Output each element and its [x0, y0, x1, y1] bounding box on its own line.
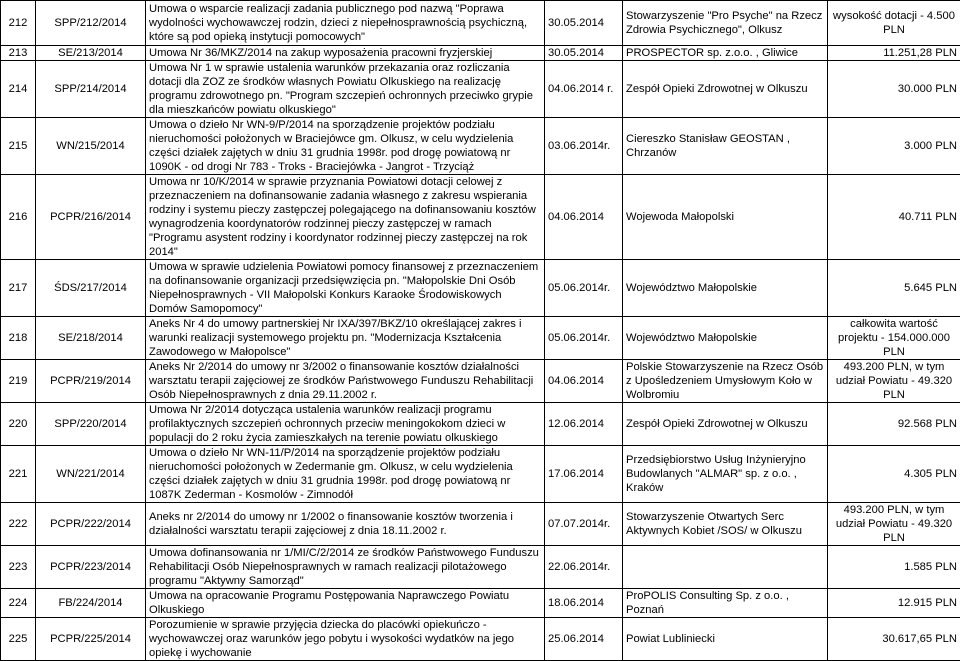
agreement-number: PCPR/216/2014: [36, 175, 146, 260]
contract-party: Wojewoda Małopolski: [623, 175, 828, 260]
row-number: 219: [1, 360, 36, 403]
contract-amount: 92.568 PLN: [828, 403, 960, 446]
contract-party: [623, 546, 828, 589]
contract-amount: 1.585 PLN: [828, 546, 960, 589]
agreement-subject: Umowa Nr 1 w sprawie ustalenia warunków przekazania oraz rozliczania dotacji dla ZOZ ze środków własnych Powiatu Olkuskiego na realizację programu zdrowotnego pn. "Program szczepień ochronnych przeciwko grypie dla mieszkańców powiatu olkuskiego": [146, 61, 545, 118]
contract-amount: 30.000 PLN: [828, 61, 960, 118]
contract-amount: 4.305 PLN: [828, 446, 960, 503]
row-number: 220: [1, 403, 36, 446]
agreement-number: ŚDS/217/2014: [36, 260, 146, 317]
agreement-number: FB/224/2014: [36, 589, 146, 618]
table-row: [1, 403, 960, 446]
contract-amount: 493.200 PLN, w tym udział Powiatu - 49.320 PLN: [828, 503, 960, 546]
agreement-number: WN/215/2014: [36, 118, 146, 175]
agreement-subject: Umowa dofinansowania nr 1/MI/C/2/2014 ze środków Państwowego Funduszu Rehabilitacji Osób Niepełnosprawnych w ramach realizacji pilotażowego programu "Aktywny Samorząd": [146, 546, 545, 589]
row-number: 222: [1, 503, 36, 546]
agreement-subject: Umowa w sprawie udzielenia Powiatowi pomocy finansowej z przeznaczeniem na dofinansowanie organizacji przedsięwzięcia pn. "Małopolskie Dni Osób Niepełnosprawnych - VII Małopolski Konkurs Karaoke Środowiskowych Domów Samopomocy": [146, 260, 545, 317]
contract-party: Powiat Lubliniecki: [623, 618, 828, 661]
contract-amount: 5.645 PLN: [828, 260, 960, 317]
agreement-number: PCPR/222/2014: [36, 503, 146, 546]
agreement-date: 18.06.2014: [545, 589, 623, 618]
table-row: [1, 360, 960, 403]
contract-amount: wysokość dotacji - 4.500 PLN: [828, 1, 960, 46]
agreement-number: PCPR/225/2014: [36, 618, 146, 661]
row-number: 224: [1, 589, 36, 618]
contract-party: Zespół Opieki Zdrowotnej w Olkuszu: [623, 61, 828, 118]
contract-party: Zespół Opieki Zdrowotnej w Olkuszu: [623, 403, 828, 446]
row-number: 221: [1, 446, 36, 503]
agreement-date: 03.06.2014r.: [545, 118, 623, 175]
table-row: [1, 618, 960, 661]
agreement-date: 12.06.2014: [545, 403, 623, 446]
agreement-number: WN/221/2014: [36, 446, 146, 503]
contract-amount: 40.711 PLN: [828, 175, 960, 260]
table-row: [1, 503, 960, 546]
agreement-number: SPP/212/2014: [36, 1, 146, 46]
agreement-date: 05.06.2014r.: [545, 317, 623, 360]
agreement-subject: Aneks Nr 2/2014 do umowy nr 3/2002 o finansowanie kosztów działalności warsztatu terapii zajęciowej ze środków Państwowego Funduszu Rehabilitacji Osób Niepełnosprawnych z dnia 29.11.2002 r.: [146, 360, 545, 403]
table-row: [1, 118, 960, 175]
contract-party: Stowarzyszenie "Pro Psyche" na Rzecz Zdrowia Psychicznego", Olkusz: [623, 1, 828, 46]
contract-party: ProPOLIS Consulting Sp. z o.o. , Poznań: [623, 589, 828, 618]
contract-party: PROSPECTOR sp. z.o.o. , Gliwice: [623, 46, 828, 61]
table-row: [1, 46, 960, 61]
row-number: 215: [1, 118, 36, 175]
agreement-number: PCPR/223/2014: [36, 546, 146, 589]
table-row: [1, 546, 960, 589]
contract-party: Przedsiębiorstwo Usług Inżynieryjno Budowlanych "ALMAR" sp. z o.o. , Kraków: [623, 446, 828, 503]
agreement-date: 25.06.2014: [545, 618, 623, 661]
contract-amount: 12.915 PLN: [828, 589, 960, 618]
agreement-date: 17.06.2014: [545, 446, 623, 503]
agreement-subject: Umowa Nr 36/MKZ/2014 na zakup wyposażenia pracowni fryzjerskiej: [146, 46, 545, 61]
row-number: 218: [1, 317, 36, 360]
agreement-date: 07.07.2014r.: [545, 503, 623, 546]
agreement-subject: Aneks Nr 4 do umowy partnerskiej Nr IXA/397/BKZ/10 określającej zakres i warunki realizacji systemowego projektu pn. "Modernizacja Kształcenia Zawodowego w Małopolsce": [146, 317, 545, 360]
row-number: 212: [1, 1, 36, 46]
table-row: [1, 1, 960, 46]
agreement-date: 30.05.2014: [545, 46, 623, 61]
table-row: [1, 446, 960, 503]
agreement-subject: Umowa o dzieło Nr WN-11/P/2014 na sporządzenie projektów podziału nieruchomości położonych w Zedermanie gm. Olkusz, w celu wydzielenia części działek zajętych w dniu 31 grudnia 1998r. pod drogę powiatową nr 1087K Zederman - Kosmolów - Zimnodół: [146, 446, 545, 503]
row-number: 217: [1, 260, 36, 317]
agreement-subject: Aneks nr 2/2014 do umowy nr 1/2002 o finansowanie kosztów tworzenia i działalności warsztatu terapii zajęciowej z dnia 18.11.2002 r.: [146, 503, 545, 546]
agreement-subject: Umowa nr 10/K/2014 w sprawie przyznania Powiatowi dotacji celowej z przeznaczeniem na dofinansowanie zadania własnego z zakresu wspierania rodziny i systemu pieczy zastępczej polegającego na dofinansowaniu kosztów wynagrodzenia koordynatorów rodzinnej pieczy zastępczej w ramach "Programu asystent rodziny i koordynator rodzinnej pieczy zastępczej na rok 2014": [146, 175, 545, 260]
agreement-subject: Umowa Nr 2/2014 dotycząca ustalenia warunków realizacji programu profilaktycznych szczepień ochronnych przeciw meningokokom dzieci w populacji do 2 roku życia zamieszkałych na terenie powiatu olkuskiego: [146, 403, 545, 446]
contract-party: Województwo Małopolskie: [623, 260, 828, 317]
table-row: [1, 589, 960, 618]
agreement-date: 04.06.2014: [545, 175, 623, 260]
agreement-date: 04.06.2014 r.: [545, 61, 623, 118]
table-row: [1, 175, 960, 260]
contract-amount: całkowita wartość projektu - 154.000.000 PLN: [828, 317, 960, 360]
table-row: [1, 260, 960, 317]
row-number: 225: [1, 618, 36, 661]
table-row: [1, 61, 960, 118]
agreement-subject: Umowa o dzieło Nr WN-9/P/2014 na sporządzenie projektów podziału nieruchomości położonych w Braciejówce gm. Olkusz, w celu wydzielenia części działek zajętych w dniu 31 grudnia 1998r. pod drogę powiatową nr 1090K - od drogi Nr 783 - Troks - Braciejówka - Jangrot - Trzyciąż: [146, 118, 545, 175]
row-number: 214: [1, 61, 36, 118]
contract-party: Województwo Małopolskie: [623, 317, 828, 360]
agreement-number: SE/213/2014: [36, 46, 146, 61]
contract-amount: 11.251,28 PLN: [828, 46, 960, 61]
contract-amount: 3.000 PLN: [828, 118, 960, 175]
agreement-number: SE/218/2014: [36, 317, 146, 360]
agreement-subject: Umowa na opracowanie Programu Postępowania Naprawczego Powiatu Olkuskiego: [146, 589, 545, 618]
agreement-date: 30.05.2014: [545, 1, 623, 46]
agreement-subject: Porozumienie w sprawie przyjęcia dziecka do placówki opiekuńczo - wychowawczej oraz warunków jego pobytu i wysokości wydatków na jego opiekę i wychowanie: [146, 618, 545, 661]
table-row: [1, 317, 960, 360]
row-number: 223: [1, 546, 36, 589]
agreement-number: SPP/214/2014: [36, 61, 146, 118]
row-number: 213: [1, 46, 36, 61]
contract-amount: 493.200 PLN, w tym udział Powiatu - 49.320 PLN: [828, 360, 960, 403]
agreement-date: 22.06.2014r.: [545, 546, 623, 589]
contract-party: Polskie Stowarzyszenie na Rzecz Osób z Upośledzeniem Umysłowym Koło w Wolbromiu: [623, 360, 828, 403]
contract-amount: 30.617,65 PLN: [828, 618, 960, 661]
contract-party: Ciereszko Stanisław GEOSTAN , Chrzanów: [623, 118, 828, 175]
row-number: 216: [1, 175, 36, 260]
agreement-date: 05.06.2014r.: [545, 260, 623, 317]
agreement-number: PCPR/219/2014: [36, 360, 146, 403]
agreement-subject: Umowa o wsparcie realizacji zadania publicznego pod nazwą "Poprawa wydolności wychowawczej rodzin, dzieci z niepełnosprawnością psychiczną, które są pod opieką instytucji pomocowych": [146, 1, 545, 46]
agreement-number: SPP/220/2014: [36, 403, 146, 446]
agreement-date: 04.06.2014: [545, 360, 623, 403]
contract-party: Stowarzyszenie Otwartych Serc Aktywnych Kobiet /SOS/ w Olkuszu: [623, 503, 828, 546]
